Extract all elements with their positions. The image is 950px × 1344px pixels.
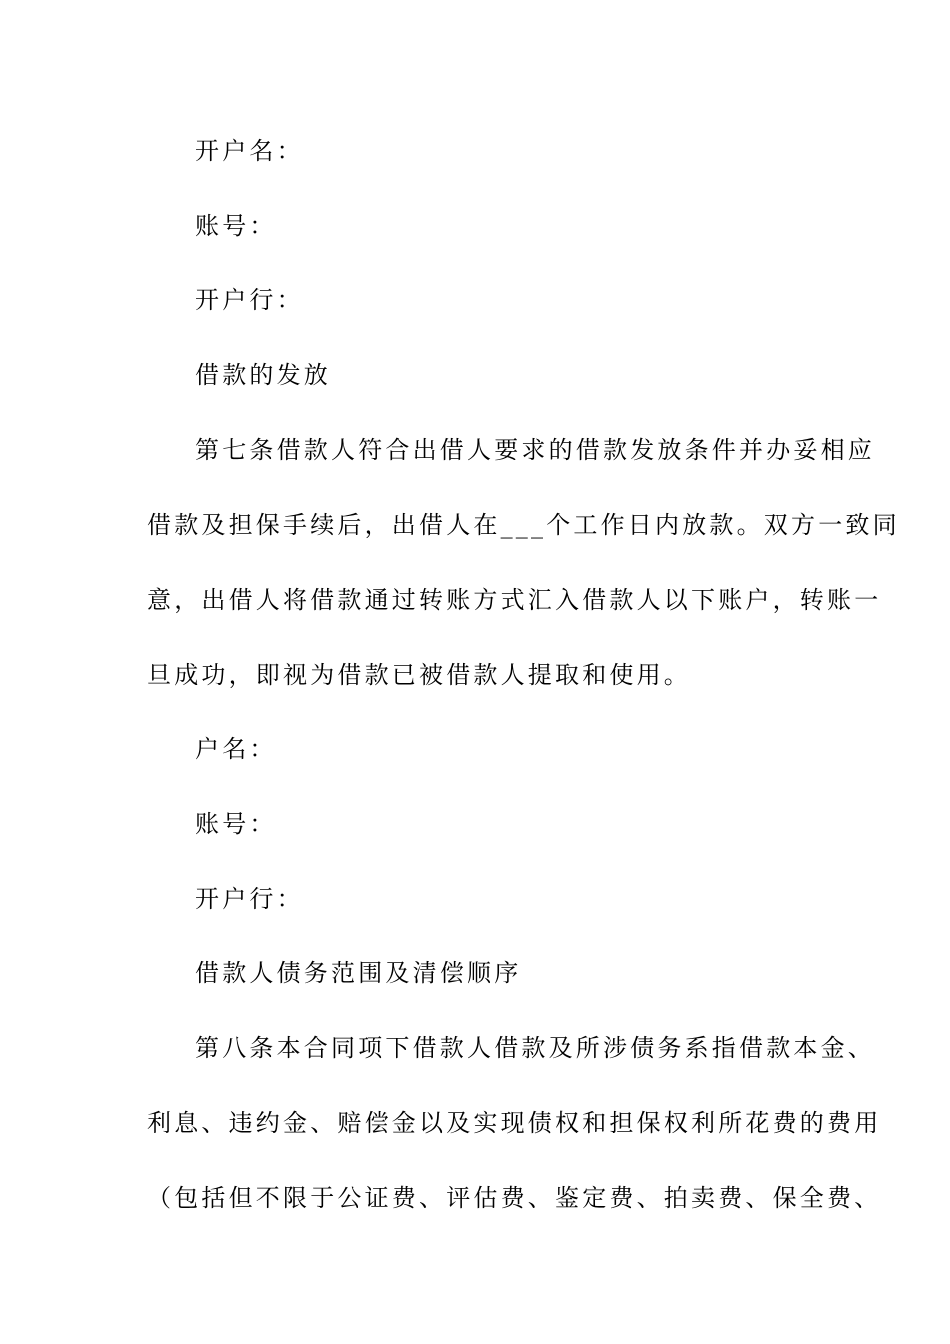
account-name-label: 开户名： <box>195 137 304 165</box>
bank-label: 开户行： <box>195 286 304 314</box>
article-7-line-4: 旦成功，即视为借款已被借款人提取和使用。 <box>147 661 691 689</box>
borrower-bank-label: 开户行： <box>195 885 304 913</box>
article-8-line-2: 利息、违约金、赔偿金以及实现债权和担保权利所花费的费用 <box>147 1109 882 1137</box>
account-number-label: 账号： <box>195 212 277 240</box>
borrower-account-name-label: 户名： <box>195 735 277 763</box>
article-8-line-1: 第八条本合同项下借款人借款及所涉债务系指借款本金、 <box>195 1034 875 1062</box>
borrower-account-number-label: 账号： <box>195 810 277 838</box>
section-heading-debt-scope: 借款人债务范围及清偿顺序 <box>195 959 522 987</box>
article-7-line-3: 意，出借人将借款通过转账方式汇入借款人以下账户，转账一 <box>147 586 882 614</box>
article-7-line-1: 第七条借款人符合出借人要求的借款发放条件并办妥相应 <box>195 436 875 464</box>
article-8-line-3: （包括但不限于公证费、评估费、鉴定费、拍卖费、保全费、 <box>147 1184 882 1212</box>
section-heading-disbursement: 借款的发放 <box>195 361 331 389</box>
article-7-line-2: 借款及担保手续后，出借人在___个工作日内放款。双方一致同 <box>147 511 900 539</box>
